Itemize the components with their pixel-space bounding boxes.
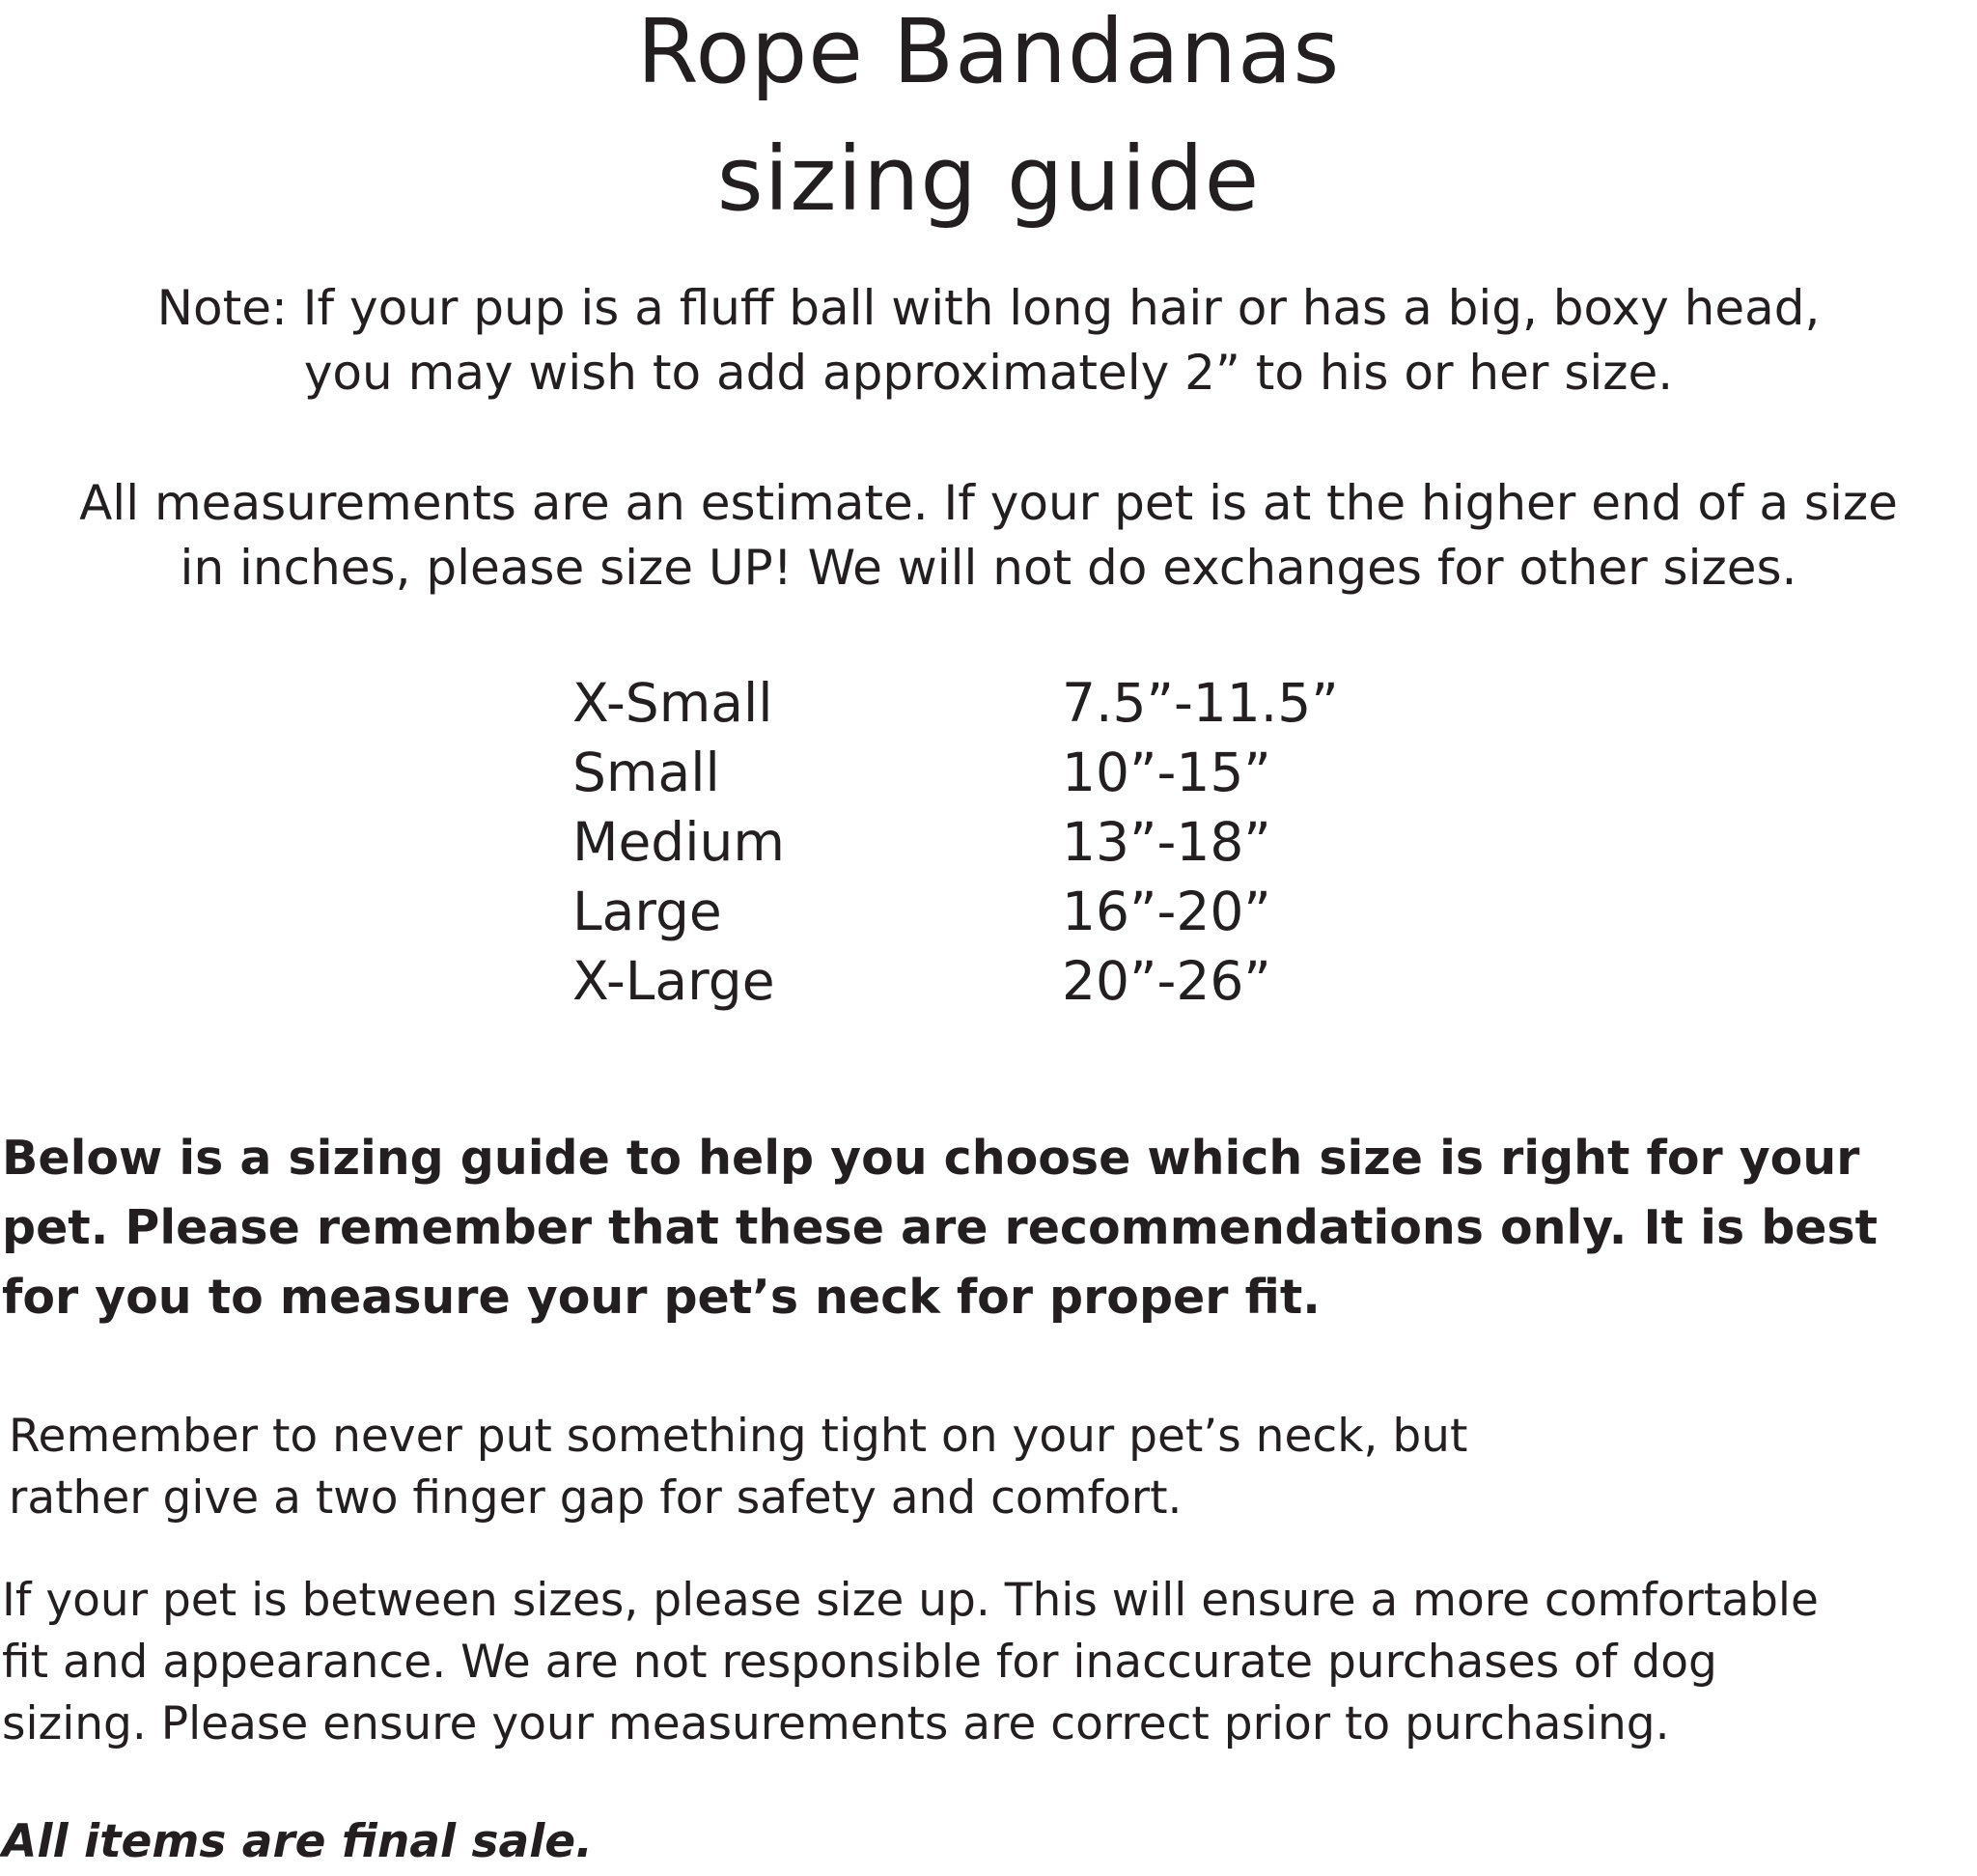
note-paragraph [0,276,1977,406]
page-subtitle: sizing guide [716,127,1261,231]
measurements-paragraph [0,471,1977,601]
size-range: 20”-26” [1062,950,1271,1012]
size-name: Large [572,881,722,942]
remember-line-1: Remember to never put something tight on your pet’s neck, but [9,1410,1468,1463]
remember-line-2: rather give a two finger gap for safety and comfort. [9,1471,1183,1525]
size-name: X-Small [572,672,773,734]
size-name: Medium [572,811,785,873]
page-title: Rope Bandanas [636,0,1341,103]
note-line-2: you may wish to add approximately 2” to his or her size. [303,345,1674,401]
size-range: 10”-15” [1062,742,1271,803]
guide-line-2: pet. Please remember that these are recommendations only. It is best [2,1200,1879,1255]
sizing-guide-paragraph [2,1124,1977,1332]
size-name: X-Large [572,950,775,1012]
guide-line-1: Below is a sizing guide to help you choose which size is right for your [2,1131,1860,1186]
between-line-1: If your pet is between sizes, please size up. This will ensure a more comfortable [2,1574,1819,1627]
between-sizes-paragraph [2,1570,1819,1755]
note-line-1: Note: If your pup is a fluff ball with long hair or has a big, boxy head, [156,280,1821,336]
size-range: 16”-20” [1062,881,1271,942]
between-line-3: sizing. Please ensure your measurements are correct prior to purchasing. [2,1697,1670,1750]
safety-paragraph [9,1406,1467,1529]
size-name: Small [572,742,720,803]
size-range: 13”-18” [1062,811,1271,873]
between-line-2: fit and appearance. We are not responsible for inaccurate purchases of dog [2,1636,1717,1689]
measurements-line-1: All measurements are an estimate. If your pet is at the higher end of a size [79,475,1898,531]
final-sale-notice: All items are final sale. [2,1815,594,1868]
measurements-line-2: in inches, please size UP! We will not do exchanges for other sizes. [180,540,1797,596]
guide-line-3: for you to measure your pet’s neck for proper fit. [2,1270,1321,1325]
size-range: 7.5”-11.5” [1062,672,1339,734]
